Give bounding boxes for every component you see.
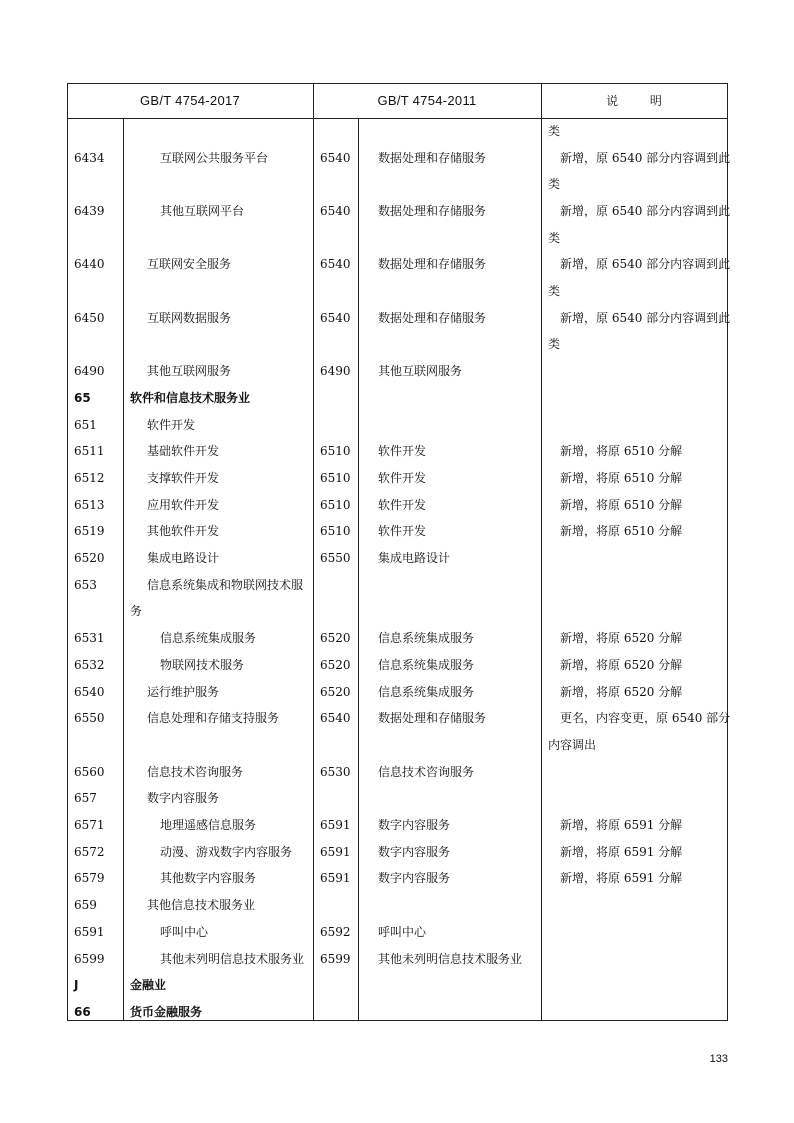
code-2011: 6540 xyxy=(320,310,351,325)
code-2011: 6540 xyxy=(320,711,351,726)
note-line: 类 xyxy=(548,177,561,192)
name-2011: 软件开发 xyxy=(378,497,427,512)
name-2017: 金融业 xyxy=(130,978,167,993)
note-line: 新增，原 6540 部分内容调到此 xyxy=(560,310,731,325)
name-2011: 信息系统集成服务 xyxy=(378,684,475,699)
name-2017: 动漫、游戏数字内容服务 xyxy=(160,844,293,859)
code-2011: 6591 xyxy=(320,844,351,859)
code-2017: 6599 xyxy=(74,951,105,966)
col-divider-2017-2011 xyxy=(313,83,314,1021)
note-line: 更名，内容变更，原 6540 部分 xyxy=(560,711,731,726)
code-2017: 6513 xyxy=(74,497,105,512)
carry-over-note: 类 xyxy=(548,124,561,138)
code-2017: 6540 xyxy=(74,684,105,699)
name-2017-cont: 务 xyxy=(130,604,143,619)
code-2017: J xyxy=(74,978,79,993)
note-line: 类 xyxy=(548,230,561,245)
name-2017: 信息系统集成服务 xyxy=(160,631,257,646)
note-line: 新增，将原 6591 分解 xyxy=(560,871,683,886)
name-2011: 呼叫中心 xyxy=(378,924,427,939)
code-2017: 653 xyxy=(74,577,97,592)
code-2011: 6540 xyxy=(320,203,351,218)
col-divider-1 xyxy=(123,118,124,1021)
code-2011: 6510 xyxy=(320,444,351,459)
code-2011: 6599 xyxy=(320,951,351,966)
note-line: 类 xyxy=(548,284,561,298)
name-2011: 数字内容服务 xyxy=(378,844,451,859)
code-2011: 6591 xyxy=(320,871,351,886)
note-line: 新增，将原 6520 分解 xyxy=(560,631,683,646)
note-line: 新增，将原 6510 分解 xyxy=(560,497,683,512)
code-2017: 6490 xyxy=(74,364,105,379)
name-2017: 其他未列明信息技术服务业 xyxy=(160,951,305,966)
name-2011: 信息技术咨询服务 xyxy=(378,764,475,779)
code-2011: 6530 xyxy=(320,764,351,779)
name-2011: 数字内容服务 xyxy=(378,818,451,832)
code-2011: 6520 xyxy=(320,657,351,672)
code-2017: 6579 xyxy=(74,871,105,886)
name-2017: 互联网数据服务 xyxy=(147,310,232,325)
code-2017: 657 xyxy=(74,791,97,806)
col-divider-2011-note xyxy=(541,83,542,1021)
code-2017: 6450 xyxy=(74,310,105,325)
note-line: 新增，将原 6520 分解 xyxy=(560,657,683,672)
table-left-border xyxy=(67,83,68,1021)
col-divider-3 xyxy=(358,118,359,1021)
code-2011: 6520 xyxy=(320,631,351,646)
code-2011: 6510 xyxy=(320,497,351,512)
note-line: 新增，原 6540 部分内容调到此 xyxy=(560,257,731,272)
code-2011: 6550 xyxy=(320,551,351,565)
name-2011: 数据处理和存储服务 xyxy=(378,257,487,272)
page-number: 133 xyxy=(709,1053,728,1065)
name-2011: 数据处理和存储服务 xyxy=(378,203,487,218)
table-right-border xyxy=(727,83,728,1021)
name-2017: 运行维护服务 xyxy=(147,684,220,699)
name-2011: 信息系统集成服务 xyxy=(378,631,475,646)
name-2017: 数字内容服务 xyxy=(147,791,220,806)
code-2017: 6531 xyxy=(74,631,105,646)
note-line: 新增，将原 6591 分解 xyxy=(560,844,683,859)
code-2017: 651 xyxy=(74,417,97,432)
code-2011: 6490 xyxy=(320,364,351,379)
code-2011: 6510 xyxy=(320,524,351,539)
name-2011: 信息系统集成服务 xyxy=(378,657,475,672)
note-line: 新增，将原 6510 分解 xyxy=(560,470,683,485)
name-2017: 其他互联网服务 xyxy=(147,364,232,379)
header-gbt-2011: GB/T 4754-2011 xyxy=(377,93,477,108)
name-2017: 其他数字内容服务 xyxy=(160,871,257,886)
note-line: 内容调出 xyxy=(548,737,597,752)
name-2017: 地理遥感信息服务 xyxy=(160,818,257,832)
note-line: 新增，将原 6510 分解 xyxy=(560,444,683,459)
code-2017: 6512 xyxy=(74,470,105,485)
note-line: 新增，将原 6591 分解 xyxy=(560,818,683,832)
code-2017: 6511 xyxy=(74,444,105,459)
code-2011: 6510 xyxy=(320,470,351,485)
name-2017: 软件和信息技术服务业 xyxy=(130,390,251,405)
code-2017: 6591 xyxy=(74,924,105,939)
note-line: 新增，将原 6520 分解 xyxy=(560,684,683,699)
name-2011: 数字内容服务 xyxy=(378,871,451,886)
code-2011: 6592 xyxy=(320,924,351,939)
code-2017: 6434 xyxy=(74,150,105,165)
name-2017: 信息系统集成和物联网技术服 xyxy=(147,577,304,592)
name-2017: 软件开发 xyxy=(147,417,196,432)
code-2017: 65 xyxy=(74,390,91,405)
name-2017: 集成电路设计 xyxy=(147,551,220,565)
code-2017: 6571 xyxy=(74,818,105,832)
code-2011: 6540 xyxy=(320,150,351,165)
name-2017: 基础软件开发 xyxy=(147,444,220,459)
code-2017: 659 xyxy=(74,898,97,913)
name-2017: 货币金融服务 xyxy=(130,1004,203,1019)
name-2017: 应用软件开发 xyxy=(147,497,220,512)
name-2011: 数据处理和存储服务 xyxy=(378,150,487,165)
header-gbt-2017: GB/T 4754-2017 xyxy=(139,93,241,108)
name-2011: 软件开发 xyxy=(378,444,427,459)
name-2017: 其他软件开发 xyxy=(147,524,220,539)
note-line: 新增，原 6540 部分内容调到此 xyxy=(560,150,731,165)
code-2017: 6572 xyxy=(74,844,105,859)
name-2011: 其他互联网服务 xyxy=(378,364,463,379)
code-2017: 6440 xyxy=(74,257,105,272)
code-2017: 6520 xyxy=(74,551,105,565)
header-note: 说 明 xyxy=(606,94,676,108)
name-2011: 数据处理和存储服务 xyxy=(378,310,487,325)
name-2011: 软件开发 xyxy=(378,524,427,539)
code-2017: 6532 xyxy=(74,657,105,672)
code-2011: 6520 xyxy=(320,684,351,699)
name-2017: 其他信息技术服务业 xyxy=(147,898,256,913)
note-line: 新增，将原 6510 分解 xyxy=(560,524,683,539)
name-2017: 呼叫中心 xyxy=(160,924,209,939)
code-2017: 6560 xyxy=(74,764,105,779)
code-2011: 6540 xyxy=(320,257,351,272)
name-2017: 信息处理和存储支持服务 xyxy=(147,711,280,726)
name-2017: 支撑软件开发 xyxy=(147,470,220,485)
name-2017: 信息技术咨询服务 xyxy=(147,764,244,779)
code-2017: 6550 xyxy=(74,711,105,726)
name-2011: 集成电路设计 xyxy=(378,551,451,565)
code-2011: 6591 xyxy=(320,818,351,832)
note-line: 新增，原 6540 部分内容调到此 xyxy=(560,203,731,218)
code-2017: 6439 xyxy=(74,203,105,218)
name-2017: 物联网技术服务 xyxy=(160,657,245,672)
name-2011: 其他未列明信息技术服务业 xyxy=(378,951,523,966)
name-2011: 数据处理和存储服务 xyxy=(378,711,487,726)
name-2017: 互联网公共服务平台 xyxy=(160,150,269,165)
code-2017: 66 xyxy=(74,1004,91,1019)
name-2017: 其他互联网平台 xyxy=(160,203,245,218)
name-2011: 软件开发 xyxy=(378,470,427,485)
name-2017: 互联网安全服务 xyxy=(147,257,232,272)
note-line: 类 xyxy=(548,337,561,352)
code-2017: 6519 xyxy=(74,524,105,539)
